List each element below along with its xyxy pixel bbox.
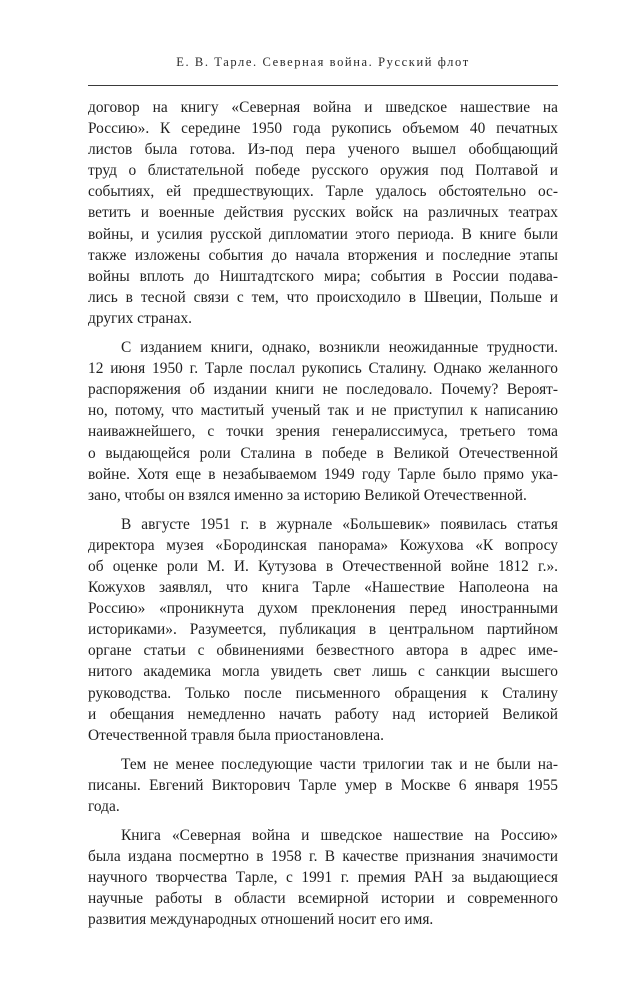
text-line: но, потому, что маститый ученый так и не приступил к написанию: [88, 402, 558, 420]
text-line: листов была готова. Из-под пера ученого вышел обобщающий: [88, 141, 558, 159]
text-line: нитого академика могла увидеть свет лишь с санкции высшего: [88, 663, 558, 681]
paragraph-1: [88, 97, 558, 329]
text-line: труд о блистательной победе русского оружия под Полтавой и: [88, 162, 558, 180]
text-line: С изданием книги, однако, возникли неожиданные трудности.: [121, 339, 558, 357]
text-line: также изложены события до начала вторжения и последние этапы: [88, 246, 558, 264]
text-line: распоряжения об издании книги не последовало. Почему? Вероят-: [88, 381, 558, 399]
text-line: директора музея «Бородинская панорама» Кожухова «К вопросу: [88, 536, 558, 554]
paragraph-4: [88, 754, 558, 817]
header-rule: [88, 85, 558, 86]
text-line: войне. Хотя еще в незабываемом 1949 году Тарле было прямо ука-: [88, 465, 558, 483]
text-line: Кожухов заявлял, что книга Тарле «Нашествие Наполеона на: [88, 579, 558, 597]
text-line: других странах.: [88, 309, 192, 327]
text-line: года.: [88, 798, 120, 815]
text-line: Россию» «проникнута духом преклонения перед иностранными: [88, 600, 558, 618]
text-line: писаны. Евгений Викторович Тарле умер в Москве 6 января 1955: [88, 776, 558, 794]
text-line: В августе 1951 г. в журнале «Большевик» появилась статья: [121, 515, 558, 533]
text-line: научного творчества Тарле, с 1991 г. премия РАН за выдающиеся: [88, 869, 558, 887]
text-line: была издана посмертно в 1958 г. В качестве признания значимости: [88, 848, 558, 866]
text-line: Россию». К середине 1950 года рукопись объемом 40 печатных: [88, 120, 558, 138]
text-line: 12 июня 1950 г. Тарле послал рукопись Сталину. Однако желанного: [88, 360, 558, 378]
text-line: развития международных отношений носит его имя.: [88, 911, 434, 929]
text-line: историками». Разумеется, публикация в центральном партийном: [88, 621, 558, 639]
text-line: зано, чтобы он взялся именно за историю Великой Отечественной.: [88, 486, 527, 504]
text-line: лись в тесной связи с тем, что происходило в Швеции, Польше и: [88, 288, 558, 306]
text-line: об оценке роли М. И. Кутузова в Отечественной войне 1812 г.».: [88, 557, 558, 575]
text-line: научные работы в области всемирной истории и современного: [88, 890, 558, 908]
text-line: и обещания немедленно начать работу над историей Великой: [88, 705, 558, 723]
text-line: войны вплоть до Ништадтского мира; события в России подава-: [88, 267, 558, 285]
paragraph-2: [88, 337, 558, 506]
text-line: договор на книгу «Северная война и шведское нашествие на: [88, 99, 558, 116]
text-line: Книга «Северная война и шведское нашествие на Россию»: [121, 827, 558, 845]
text-line: органе статьи с обвинениями безвестного автора в адрес име-: [88, 642, 558, 660]
paragraph-3: [88, 514, 558, 746]
text-line: наиважнейшего, с точки зрения генералиссимуса, третьего тома: [88, 423, 558, 441]
paragraph-5: [88, 825, 558, 930]
text-line: Тем не менее последующие части трилогии так и не были на-: [121, 755, 558, 773]
text-line: о выдающейся роли Сталина в победе в Великой Отечественной: [88, 444, 558, 462]
text-line: руководства. Только после письменного обращения к Сталину: [88, 684, 558, 702]
running-head: Е. В. Тарле. Северная война. Русский флот: [176, 55, 470, 69]
text-line: событиях, ей предшествующих. Тарле удалось обстоятельно ос-: [88, 183, 558, 201]
text-line: ветить и военные действия русских войск на различных театрах: [88, 204, 558, 222]
body-text: [88, 97, 558, 931]
text-line: войны, и усилия русской дипломатии этого периода. В книге были: [88, 225, 558, 243]
text-line: Отечественной травля была приостановлена.: [88, 726, 384, 744]
